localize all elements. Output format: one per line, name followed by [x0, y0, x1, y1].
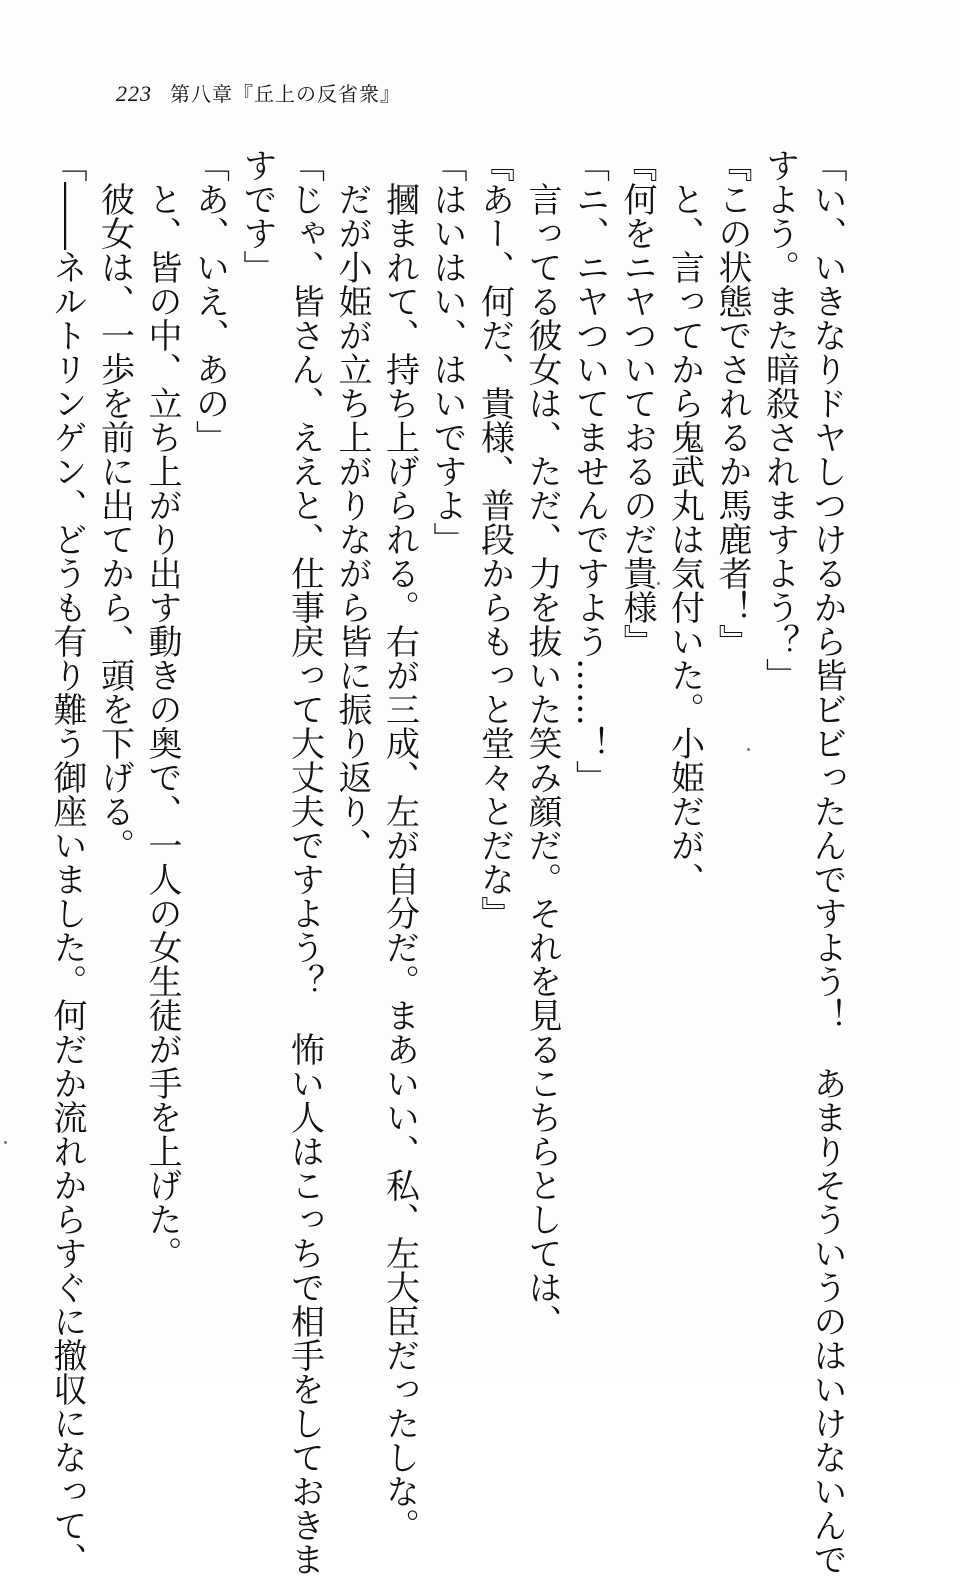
- scan-speck: [657, 582, 660, 585]
- text-line: 「――ネルトリンゲン、どうも有り難う御座いました。何だか流れからすぐに撤収になって、: [47, 148, 87, 1576]
- text-line: 彼女は、一歩を前に出てから、頭を下げる。: [94, 148, 135, 862]
- scan-speck: [4, 1141, 7, 1144]
- text-line: 摑まれて、持ち上げられる。右が三成、左が自分だ。まあいい、私、左大臣だったしな。: [379, 148, 420, 1542]
- text-line: 「じゃ、皆さん、ええと、仕事戻って大丈夫ですよう？ 怖い人はこっちで相手をしておきま: [284, 148, 325, 1576]
- text-line: 「あ、いえ、あの」: [189, 148, 230, 454]
- chapter-title: 第八章『丘上の反省衆』: [170, 82, 401, 106]
- text-line: と、言ってから鬼武丸は気付いた。小姫だが、: [664, 148, 705, 896]
- text-line: だが小姫が立ち上がりながら皆に振り返り、: [332, 148, 372, 862]
- scan-speck: [747, 748, 750, 751]
- text-line: 「はいはい、はいですよ」: [427, 148, 467, 556]
- text-line: と、皆の中、立ち上がり出す動きの奥で、一人の女生徒が手を上げた。: [142, 148, 182, 1270]
- text-line: 「い、いきなりドヤしつけるから皆ビビったんですよう！ あまりそういうのはいけないんで: [807, 148, 847, 1576]
- vertical-text-body: [47, 148, 850, 1576]
- text-line: 『あー、何だ、貴様、普段からもっと堂々とだな』: [474, 148, 515, 930]
- running-header: [116, 78, 401, 108]
- text-line: 「ニ、ニヤついてませんですよう……！」: [569, 148, 610, 794]
- text-line: すよう。また暗殺されますよう？」: [759, 148, 800, 692]
- text-line: 言ってる彼女は、ただ、力を抜いた笑み顔だ。それを見るこちらとしては、: [522, 148, 562, 1338]
- page-number: 223: [116, 81, 152, 106]
- text-line: 『この状態でされるか馬鹿者！』: [712, 148, 752, 658]
- text-line: すです」: [237, 148, 277, 284]
- text-line: 『何をニヤついておるのだ貴様』: [617, 148, 657, 658]
